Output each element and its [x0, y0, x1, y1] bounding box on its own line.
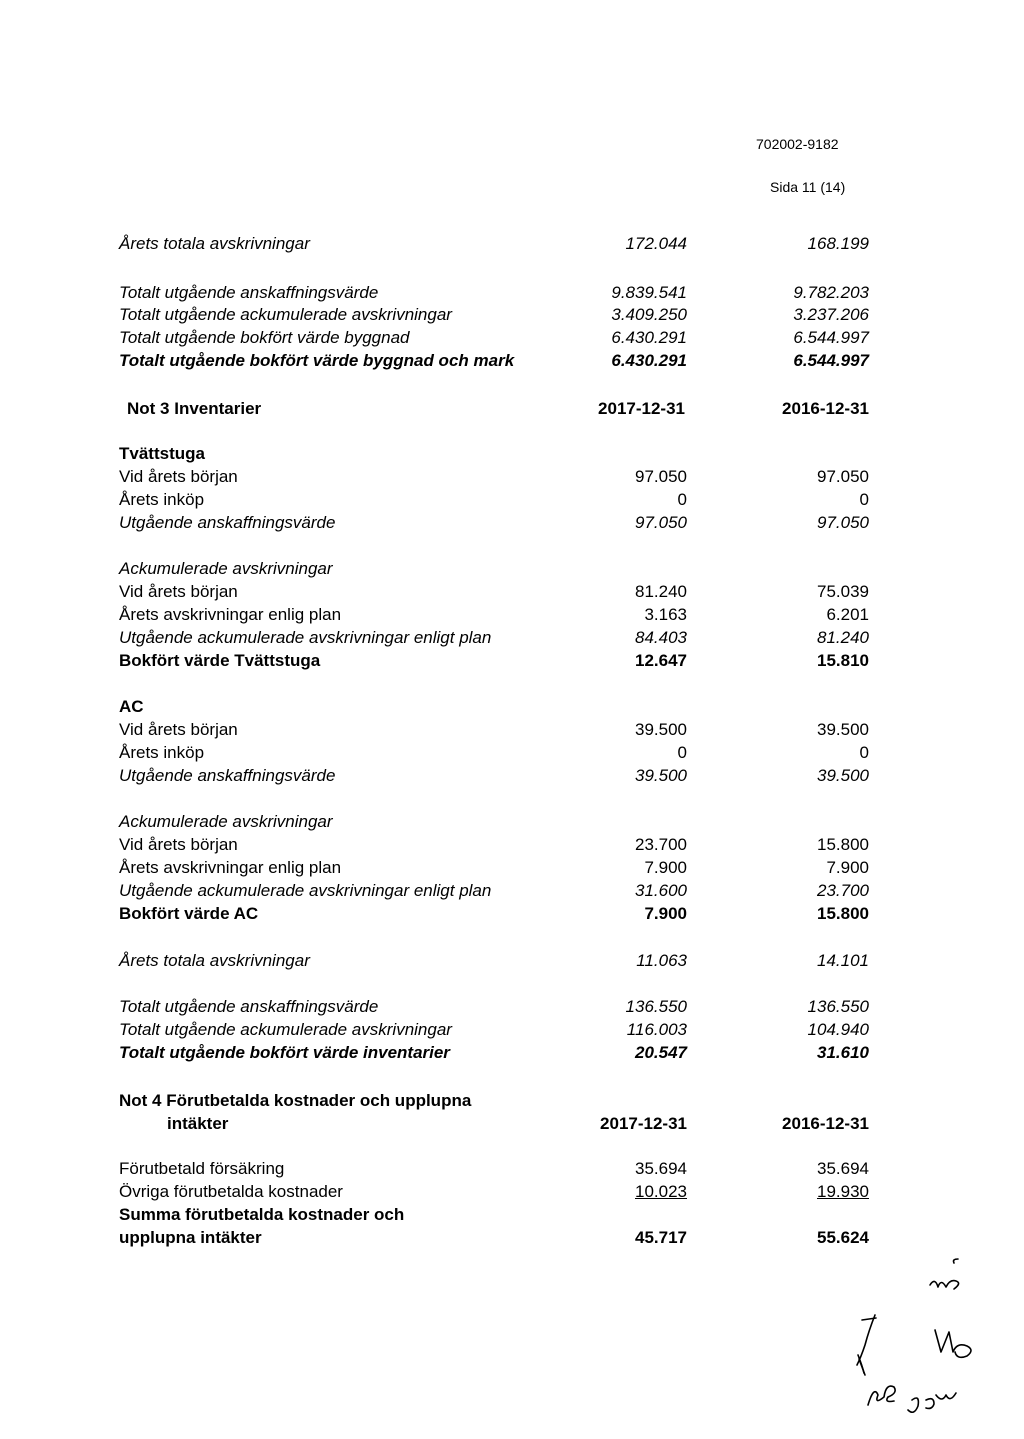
- value-2016: 6.544.997: [793, 351, 869, 370]
- row-label: Årets avskrivningar enlig plan: [119, 605, 342, 624]
- value-2017: 0: [677, 743, 687, 762]
- value-2017: 116.003: [626, 1020, 687, 1039]
- row-inv-tot-bokfort: [119, 1042, 879, 1064]
- row-tv-bokfort: [119, 650, 879, 672]
- row-bokfort-byggnad: [119, 327, 879, 349]
- row-label: Totalt utgående bokfört värde byggnad: [119, 328, 410, 347]
- value-2017: 10.023: [635, 1182, 687, 1201]
- value-2016: 31.610: [817, 1043, 869, 1062]
- value-2016: 0: [859, 490, 869, 509]
- ac-ack-heading: [119, 811, 879, 833]
- value-2017: 81.240: [635, 582, 687, 601]
- note-title-continued: intäkter: [167, 1114, 229, 1133]
- value-2017: 39.500: [635, 766, 687, 785]
- row-label: Utgående anskaffningsvärde: [119, 513, 336, 532]
- row-ac-vid-borjan: [119, 719, 879, 741]
- section-heading: Ackumulerade avskrivningar: [119, 559, 333, 578]
- value-2016: 97.050: [817, 513, 869, 532]
- row-bokfort-byggnad-mark: [119, 350, 879, 372]
- value-2016: 55.624: [817, 1228, 869, 1247]
- row-ac-ack-utg: [119, 880, 879, 902]
- note-title: Not 4 Förutbetalda kostnader och upplupna: [119, 1091, 472, 1110]
- value-2016: 15.800: [817, 835, 869, 854]
- row-label: Totalt utgående bokfört värde byggnad och mark: [119, 351, 515, 370]
- value-2017: 35.694: [635, 1159, 687, 1178]
- value-2016: 0: [859, 743, 869, 762]
- value-2017: 6.430.291: [611, 351, 687, 370]
- value-2016: 19.930: [817, 1182, 869, 1201]
- row-ac-ack-plan: [119, 857, 879, 879]
- column-2016: 2016-12-31: [782, 1114, 869, 1133]
- row-tv-inkop: [119, 489, 879, 511]
- value-2017: 3.163: [644, 605, 687, 624]
- row-ac-inkop: [119, 742, 879, 764]
- row-label: Årets totala avskrivningar: [119, 951, 310, 970]
- row-ac-utg-ansk: [119, 765, 879, 787]
- value-2016: 97.050: [817, 467, 869, 486]
- value-2016: 168.199: [807, 234, 869, 253]
- value-2016: 75.039: [817, 582, 869, 601]
- value-2016: 15.800: [817, 904, 869, 923]
- value-2016: 6.544.997: [793, 328, 869, 347]
- value-2016: 39.500: [817, 720, 869, 739]
- not3-heading: [127, 398, 879, 420]
- row-ovriga: [119, 1181, 879, 1203]
- value-2017: 39.500: [635, 720, 687, 739]
- row-label: Vid årets början: [119, 467, 238, 486]
- row-label: Förutbetald försäkring: [119, 1159, 285, 1178]
- section-heading: Ackumulerade avskrivningar: [119, 812, 333, 831]
- row-label: Vid årets början: [119, 835, 238, 854]
- row-label: Årets inköp: [119, 490, 205, 509]
- value-2016: 14.101: [817, 951, 869, 970]
- value-2016: 35.694: [817, 1159, 869, 1178]
- value-2017: 0: [677, 490, 687, 509]
- value-2016: 9.782.203: [793, 283, 869, 302]
- value-2017: 23.700: [635, 835, 687, 854]
- value-2016: 39.500: [817, 766, 869, 785]
- row-inv-tot-ansk: [119, 996, 879, 1018]
- value-2017: 45.717: [635, 1228, 687, 1247]
- value-2017: 3.409.250: [611, 305, 687, 324]
- section-heading: AC: [119, 697, 144, 716]
- value-2017: 20.547: [635, 1043, 687, 1062]
- value-2017: 136.550: [625, 997, 687, 1016]
- row-tv-ack-utg: [119, 627, 879, 649]
- value-2017: 97.050: [635, 513, 687, 532]
- tvattstuga-heading: [119, 443, 879, 465]
- row-tv-vid-borjan: [119, 466, 879, 488]
- row-label: Utgående ackumulerade avskrivningar enligt plan: [119, 881, 492, 900]
- value-2016: 15.810: [817, 651, 869, 670]
- row-label: Bokfört värde AC: [119, 904, 259, 923]
- value-2016: 7.900: [826, 858, 869, 877]
- row-label: upplupna intäkter: [119, 1228, 262, 1247]
- column-2017: 2017-12-31: [600, 1114, 687, 1133]
- row-tv-ack-vid-borjan: [119, 581, 879, 603]
- row-forsakring: [119, 1158, 879, 1180]
- row-label: Årets avskrivningar enlig plan: [119, 858, 342, 877]
- row-summa-line1: [119, 1204, 879, 1226]
- row-label: Summa förutbetalda kostnader och: [119, 1205, 405, 1224]
- value-2017: 7.900: [644, 858, 687, 877]
- value-2017: 84.403: [635, 628, 687, 647]
- row-label: Utgående ackumulerade avskrivningar enligt plan: [119, 628, 492, 647]
- row-tv-utg-ansk: [119, 512, 879, 534]
- row-label: Årets inköp: [119, 743, 205, 762]
- tv-ack-heading: [119, 558, 879, 580]
- value-2016: 136.550: [807, 997, 869, 1016]
- value-2017: 9.839.541: [611, 283, 687, 302]
- row-label: Årets totala avskrivningar: [119, 234, 310, 253]
- row-label: Övriga förutbetalda kostnader: [119, 1182, 343, 1201]
- row-label: Vid årets början: [119, 720, 238, 739]
- note-title: Not 3 Inventarier: [127, 399, 262, 418]
- row-ac-bokfort: [119, 903, 879, 925]
- value-2017: 31.600: [635, 881, 687, 900]
- row-summa: [119, 1227, 879, 1249]
- row-ac-ack-vid-borjan: [119, 834, 879, 856]
- org-number: 702002-9182: [756, 136, 839, 152]
- value-2016: 3.237.206: [793, 305, 869, 324]
- row-label: Utgående anskaffningsvärde: [119, 766, 336, 785]
- row-label: Vid årets början: [119, 582, 238, 601]
- column-2017: 2017-12-31: [598, 399, 685, 418]
- value-2017: 97.050: [635, 467, 687, 486]
- row-ack-avskr-byggnad: [119, 304, 879, 326]
- value-2017: 11.063: [636, 951, 687, 970]
- row-label: Totalt utgående bokfört värde inventarier: [119, 1043, 450, 1062]
- value-2016: 104.940: [807, 1020, 869, 1039]
- value-2016: 81.240: [817, 628, 869, 647]
- value-2017: 12.647: [635, 651, 687, 670]
- not4-heading-line2: [119, 1113, 879, 1135]
- row-label: Totalt utgående ackumulerade avskrivningar: [119, 1020, 452, 1039]
- row-inv-tot-ack: [119, 1019, 879, 1041]
- value-2017: 172.044: [625, 234, 687, 253]
- section-heading: Tvättstuga: [119, 444, 205, 463]
- row-anskaffning-byggnad: [119, 282, 879, 304]
- row-tv-ack-plan: [119, 604, 879, 626]
- value-2016: 6.201: [826, 605, 869, 624]
- value-2016: 23.700: [817, 881, 869, 900]
- row-label: Totalt utgående anskaffningsvärde: [119, 283, 379, 302]
- handwritten-initials: [840, 1255, 990, 1425]
- value-2017: 7.900: [644, 904, 687, 923]
- row-label: Totalt utgående anskaffningsvärde: [119, 997, 379, 1016]
- row-inv-arets-totala: [119, 950, 879, 972]
- row-arets-totala-byggnad: [119, 233, 879, 255]
- page-number: Sida 11 (14): [770, 179, 846, 195]
- column-2016: 2016-12-31: [782, 399, 869, 418]
- not4-heading-line1: [119, 1090, 879, 1112]
- value-2017: 6.430.291: [611, 328, 687, 347]
- row-label: Bokfört värde Tvättstuga: [119, 651, 321, 670]
- row-label: Totalt utgående ackumulerade avskrivningar: [119, 305, 452, 324]
- ac-heading: [119, 696, 879, 718]
